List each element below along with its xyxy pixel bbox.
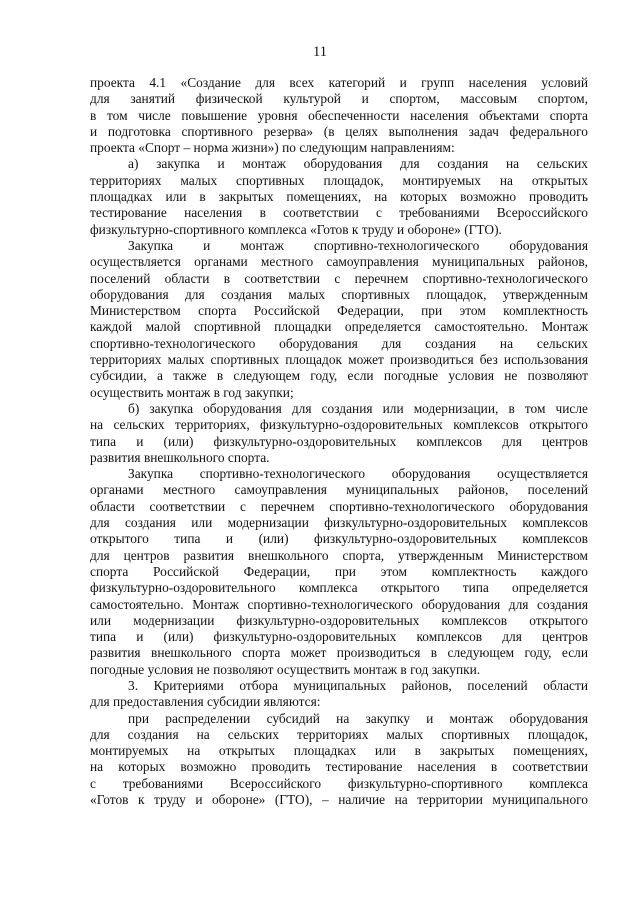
- text-line: Закупка и монтаж спортивно-технологического оборудования: [128, 237, 588, 253]
- text-line: каждой малой спортивной площадки определяется самостоятельно. Монтаж: [90, 319, 588, 335]
- text-line: «Готов к труду и обороне» (ГТО), – наличие на территории муниципального: [90, 792, 588, 808]
- text-line: на которых возможно проводить тестирование населения в соответствии: [90, 759, 588, 775]
- text-line: проекта 4.1 «Создание для всех категорий и групп населения условий: [90, 75, 588, 90]
- text-line: открытого типа и (или) физкультурно-оздоровительных комплексов: [90, 531, 588, 547]
- text-line: спорта Российской Федерации, при этом комплектность каждого: [90, 563, 588, 579]
- text-line: для создания на сельских территориях малых спортивных площадок,: [90, 726, 588, 742]
- text-line: самостоятельно. Монтаж спортивно-технологического оборудования для создания: [90, 596, 588, 612]
- text-line: для предоставления субсидии являются:: [90, 694, 321, 710]
- text-line: физкультурно-спортивного комплекса «Готов к труду и обороне» (ГТО).: [90, 221, 502, 237]
- text-line: территориях малых спортивных площадок, монтируемых на открытых: [90, 172, 588, 188]
- text-line: и подготовка спортивного резерва» (в целях выполнения задач федерального: [90, 123, 588, 139]
- text-line: оборудования для создания малых спортивных площадок, утвержденным: [90, 286, 588, 302]
- text-line: в том числе повышение уровня обеспеченности населения объектами спорта: [90, 107, 588, 123]
- text-line: проекта «Спорт – норма жизни») по следующим направлениям:: [90, 140, 455, 156]
- text-line: субсидии, а также в следующем году, если погодные условия не позволяют: [90, 368, 588, 384]
- text-line: физкультурно-оздоровительного комплекса открытого типа определяется: [90, 580, 588, 596]
- text-line: погодные условия не позволяют осуществить монтаж в год закупки.: [90, 661, 481, 677]
- text-line: для создания или модернизации физкультурно-оздоровительных комплексов: [90, 515, 588, 531]
- text-line: для занятий физической культурой и спортом, массовым спортом,: [90, 91, 588, 107]
- text-line: осуществляется органами местного самоуправления муниципальных районов,: [90, 254, 588, 270]
- text-line: органами местного самоуправления муниципальных районов, поселений: [90, 482, 588, 498]
- text-line: площадках или в закрытых помещениях, на которых возможно проводить: [90, 189, 588, 205]
- text-line: на сельских территориях, физкультурно-оздоровительных комплексов открытого: [90, 417, 588, 433]
- page-number: 11: [313, 44, 327, 60]
- text-line: Министерством спорта Российской Федерации, при этом комплектность: [90, 303, 588, 319]
- text-line: или модернизации физкультурно-оздоровительных комплексов открытого: [90, 612, 588, 628]
- text-line: с требованиями Всероссийского физкультурно-спортивного комплекса: [90, 775, 588, 791]
- text-line: поселений области в соответствии с перечнем спортивно-технологического: [90, 270, 588, 286]
- text-line: типа и (или) физкультурно-оздоровительных комплексов для центров: [90, 433, 588, 449]
- body-text: [90, 75, 588, 808]
- text-line: спортивно-технологического оборудования для создания на сельских: [90, 335, 588, 351]
- text-line: монтируемых на открытых площадках или в закрытых помещениях,: [90, 743, 588, 759]
- text-line: для центров развития внешкольного спорта, утвержденным Министерством: [90, 547, 588, 563]
- text-line: при распределении субсидий на закупку и монтаж оборудования: [128, 710, 588, 726]
- text-line: тестирование населения в соответствии с требованиями Всероссийского: [90, 205, 588, 221]
- text-line: развития внешкольного спорта может производиться в следующем году, если: [90, 645, 588, 661]
- text-line: 3. Критериями отбора муниципальных районов, поселений области: [128, 677, 588, 693]
- text-line: осуществить монтаж в год закупки;: [90, 384, 294, 400]
- text-line: б) закупка оборудования для создания или модернизации, в том числе: [128, 400, 588, 416]
- text-line: а) закупка и монтаж оборудования для создания на сельских: [128, 156, 588, 172]
- text-line: Закупка спортивно-технологического оборудования осуществляется: [128, 466, 588, 482]
- text-line: развития внешкольного спорта.: [90, 449, 270, 465]
- text-line: типа и (или) физкультурно-оздоровительных комплексов для центров: [90, 629, 588, 645]
- text-line: области соответствии с перечнем спортивно-технологического оборудования: [90, 498, 588, 514]
- text-line: территориях малых спортивных площадок может производиться без использования: [90, 352, 588, 368]
